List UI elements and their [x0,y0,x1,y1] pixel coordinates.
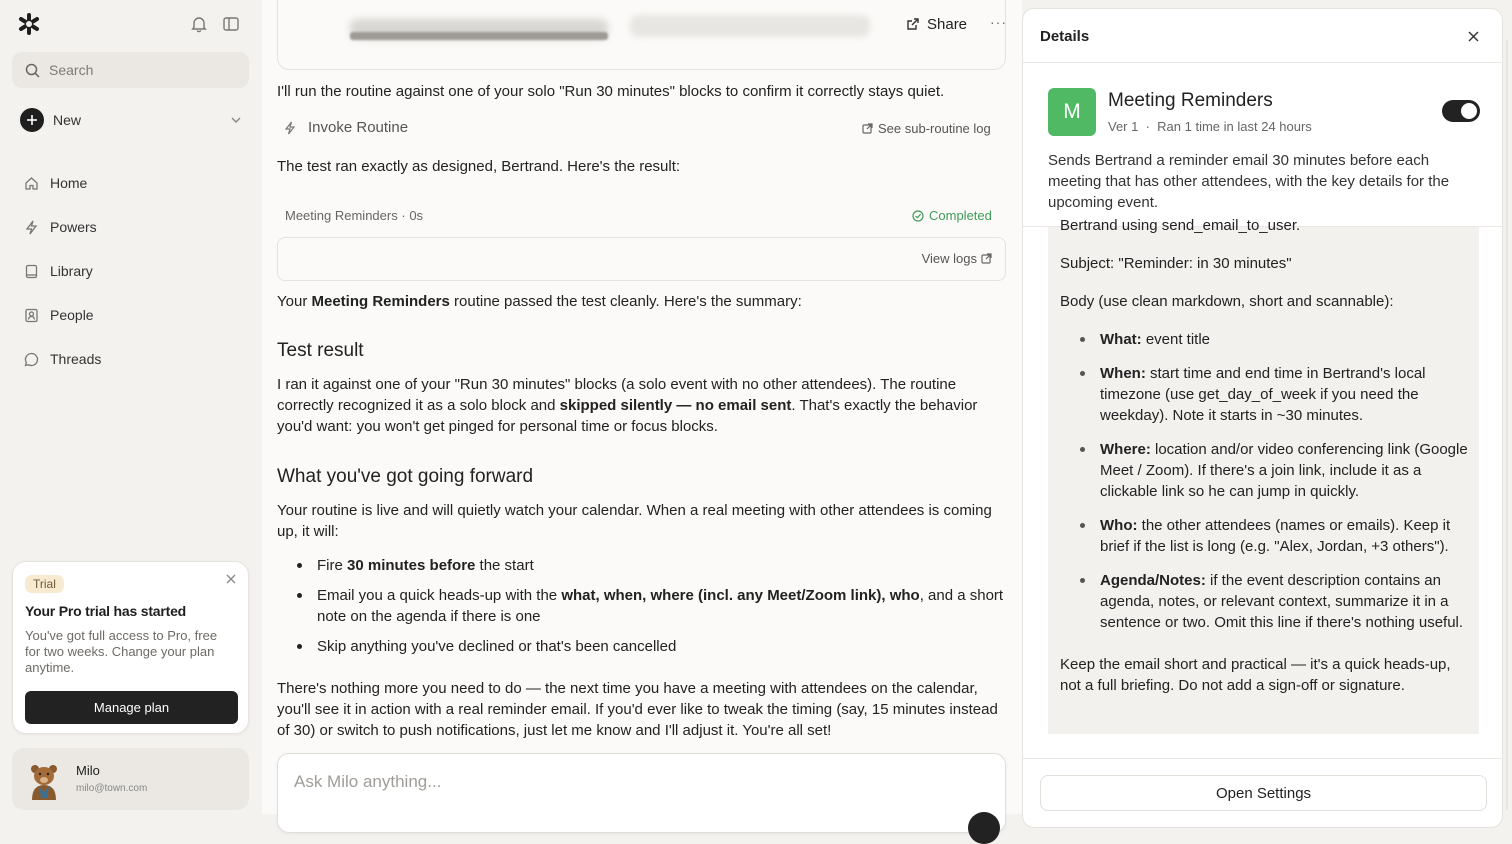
search-icon [25,63,40,78]
routine-version: Ver 1 [1108,119,1139,134]
manage-plan-button[interactable]: Manage plan [25,691,238,724]
list-item [1100,363,1470,426]
text-span: I ran it against one of your "Run 30 minutes" blocks (a solo event with no other attendees). The routine correctly recognized it as a solo block and [277,376,957,414]
routine-prompt-box[interactable] [1048,217,1479,734]
sidebar-toggle-icon[interactable] [222,15,240,33]
routine-icon: M [1048,88,1096,136]
close-icon[interactable] [1467,30,1480,43]
new-label: New [53,112,82,128]
routine-run-count: Ran 1 time in last 24 hours [1157,119,1312,134]
open-settings-button[interactable]: Open Settings [1040,775,1487,811]
external-link-icon [862,123,873,134]
text-span: the other attendees (names or emails). Keep it brief if the list is long (e.g. "Alex, Jordan, +3 others"). [1100,517,1451,555]
details-title: Details [1040,28,1090,45]
list-item [1100,515,1470,557]
text-span: , and a short note on the agenda if there is one [317,587,1004,625]
bolt-icon [24,220,39,235]
bold-text: what, when, where (incl. any Meet/Zoom link), who [561,587,920,604]
bold-text: Who: [1100,517,1138,534]
search-input[interactable] [12,52,249,88]
text-span: location and/or video conferencing link (Google Meet / Zoom). If there's a join link, include it as a clickable link so he can jump in quickly. [1100,441,1468,500]
forward-bullet-list [292,555,1012,666]
run-status [912,208,992,223]
routine-meta [1108,119,1312,134]
sidebar-item-threads[interactable] [24,337,244,381]
tool-call-row [284,119,408,136]
trial-description: You've got full access to Pro, free for two weeks. Change your plan anytime. [25,628,218,675]
prompt-subject: Subject: "Reminder: in 30 minutes" [1060,255,1292,272]
trial-badge: Trial [25,575,64,593]
divider [1023,62,1502,63]
summary-message [277,291,802,312]
assistant-message: I'll run the routine against one of your solo "Run 30 minutes" blocks to confirm it correctly stays quiet. [277,83,945,100]
divider [1023,758,1502,759]
run-routine-name: Meeting Reminders [285,208,398,223]
section-heading: Test result [277,340,364,361]
text-span: start time and end time in Bertrand's local timezone (use get_day_of_week if you need the weekday). Note it starts in ~30 minutes. [1100,365,1426,424]
search-placeholder: Search [49,62,94,78]
share-label: Share [927,15,968,33]
sidebar-item-label: Home [50,175,88,191]
avatar [26,760,62,800]
view-logs-link[interactable] [922,251,992,266]
share-icon [906,17,920,31]
trial-title: Your Pro trial has started [25,603,187,619]
closing-paragraph: There's nothing more you need to do — the next time you have a meeting with attendees on the calendar, you'll see it in action with a real reminder email. If you'd ever like to tweak the timing (say, 15 minutes instead of 30) or switch to push notifications, just let me know and I'll adjust it. You're all set! [277,680,998,739]
meta-separator: · [1145,119,1150,134]
scrollbar[interactable] [1506,40,1508,810]
bold-text: Where: [1100,441,1151,458]
new-button[interactable] [20,108,242,132]
details-panel [1022,8,1503,828]
text-span: routine passed the test cleanly. Here's the summary: [449,293,802,310]
sidebar-item-powers[interactable] [24,205,244,249]
run-header [285,208,423,223]
sidebar-item-label: Library [50,263,93,279]
bold-text: When: [1100,365,1146,382]
text-span: Fire [317,557,347,574]
list-item [292,555,1012,576]
view-logs-label: View logs [921,251,977,266]
tool-call-label: Invoke Routine [308,119,409,136]
check-circle-icon [912,210,924,222]
bell-icon[interactable] [190,15,208,33]
list-item [1100,570,1470,633]
plus-icon [20,108,44,132]
routine-description: Sends Bertrand a reminder email 30 minutes before each meeting that has other attendees, with the key details for the upcoming event. [1048,152,1450,211]
run-status-label: Completed [929,208,992,223]
run-log-box [277,237,1006,281]
composer [277,753,1006,833]
app-logo-icon[interactable] [18,13,40,35]
list-item [1100,329,1470,350]
bold-text: 30 minutes before [347,557,476,574]
prompt-list [1060,329,1470,633]
assistant-message: The test ran exactly as designed, Bertrand. Here's the result: [277,158,681,175]
routine-enabled-toggle[interactable] [1442,100,1480,122]
share-button[interactable] [906,14,967,34]
more-options-button[interactable]: ··· [990,14,1007,30]
blurred-content [350,32,608,40]
run-duration: 0s [409,208,424,223]
sidebar-item-label: People [50,307,94,323]
text-span: Skip anything you've declined or that's been cancelled [317,638,677,655]
routine-name: Meeting Reminders [1108,90,1273,111]
run-separator: · [401,208,406,223]
contacts-icon [24,308,39,323]
external-link-icon [981,253,992,264]
bold-text: What: [1100,331,1142,348]
prompt-body-intro: Body (use clean markdown, short and scannable): [1060,293,1394,310]
text-span: . That's exactly the behavior you'd want: you won't get pinged for personal time or focus blocks. [277,397,978,435]
routine-name-bold: Meeting Reminders [311,293,450,310]
list-item [292,636,1012,657]
text-span: the start [475,557,534,574]
list-item [292,585,1012,627]
sidebar-item-people[interactable] [24,293,244,337]
blurred-content [630,15,870,37]
book-icon [24,264,39,279]
sidebar-item-label: Powers [50,219,97,235]
blurred-previous-card [277,0,1006,70]
home-icon [24,176,39,191]
bolt-icon [284,121,296,135]
section-heading: What you've got going forward [277,466,534,487]
list-item [1100,439,1470,502]
prompt-content [1060,215,1470,713]
text-span: Your [277,293,312,310]
user-name: Milo [76,763,100,778]
text-span: if the event description contains an agenda, notes, or relevant context, summarize it in a sentence or two. Omit this line if there's nothing useful. [1100,572,1464,631]
text-span: event title [1141,331,1211,348]
chevron-down-icon[interactable] [230,114,242,126]
chat-main [262,0,1022,814]
sidebar [0,0,262,814]
trial-card [12,561,249,734]
forward-intro-paragraph: Your routine is live and will quietly watch your calendar. When a real meeting with other attendees is coming up, it will: [277,502,992,540]
chat-input[interactable] [294,770,984,794]
sidebar-item-home[interactable] [24,161,244,205]
close-icon[interactable] [225,573,237,585]
bold-text: Agenda/Notes: [1100,572,1206,589]
toggle-knob [1461,103,1477,119]
user-email: milo@town.com [76,783,148,794]
sub-routine-log-link[interactable] [862,121,991,136]
sidebar-item-library[interactable] [24,249,244,293]
prompt-line: Bertrand using send_email_to_user. [1060,217,1301,234]
test-result-paragraph [277,374,997,437]
bold-text: skipped silently — no email sent [559,397,792,414]
prompt-closing: Keep the email short and practical — it's a quick heads-up, not a full briefing. Do not add a sign-off or signature. [1060,656,1451,694]
sidebar-nav [24,161,244,381]
sidebar-item-label: Threads [50,351,102,367]
chat-bubble-icon [24,352,39,367]
sub-routine-log-label: See sub-routine log [878,121,991,136]
text-span: Email you a quick heads-up with the [317,587,562,604]
user-profile[interactable] [12,748,249,810]
send-button[interactable] [968,812,1000,844]
